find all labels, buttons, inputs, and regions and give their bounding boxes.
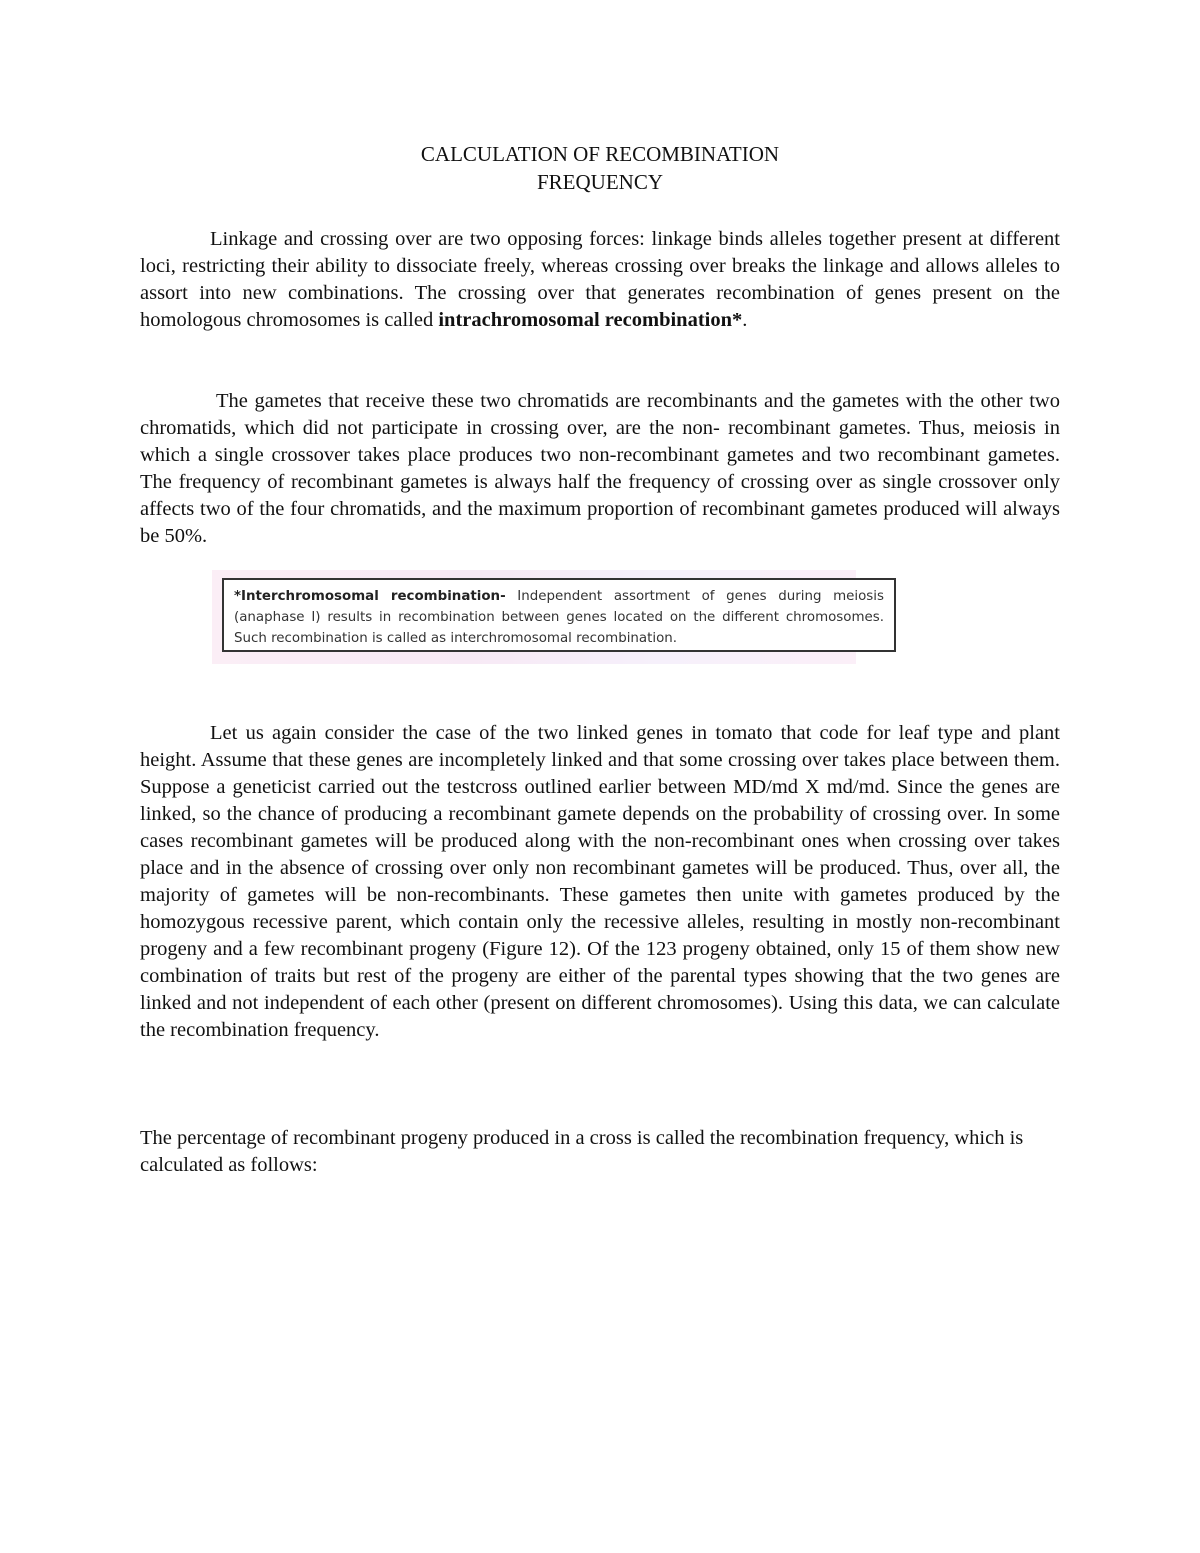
title-line-2: FREQUENCY [536,170,663,194]
paragraph-linkage [140,226,1060,334]
intrachromosomal-term: intrachromosomal recombination* [438,309,743,331]
paragraph-tomato-example: Let us again consider the case of the two linked genes in tomato that code for leaf type and plant height. Assume that these genes are incompletely linked and that some crossing over takes place between them. Suppose a geneticist carried out the testcross outlined earlier between MD/md X md/md. Since the genes are linked, so the chance of producing a recombinant gamete depends on the probability of crossing over. In some cases recombinant gametes will be produced along with the non-recombinant ones when crossing over takes place and in the absence of crossing over only non recombinant gametes will be produced. Thus, over all, the majority of gametes will be non-recombinants. These gametes then unite with gametes produced by the homozygous recessive parent, which contain only the recessive alleles, resulting in mostly non-recombinant progeny and a few recombinant progeny (Figure 12). Of the 123 progeny obtained, only 15 of them show new combination of traits but rest of the progeny are either of the parental types showing that the two genes are linked and not independent of each other (present on different chromosomes). Using this data, we can calculate the recombination frequency. [140,722,1060,1041]
title-line-1: CALCULATION OF RECOMBINATION [420,142,780,166]
interchromosomal-note-text: Independent assortment of genes during meiosis (anaphase I) results in recombination between genes located on the different chromosomes. Such recombination is called as interchromosomal recombination. [234,589,884,646]
interchromosomal-note-box [222,578,896,652]
paragraph-recombination-frequency: The percentage of recombinant progeny produced in a cross is called the recombination frequency, which is calculated as follows: [140,1127,1024,1176]
paragraph-linkage-text: Linkage and crossing over are two opposing forces: linkage binds alleles together present at different loci, restricting their ability to dissociate freely, whereas crossing over breaks the linkage and allows alleles to assort into new combinations. The crossing over that generates recombination of genes present on the homologous chromosomes is called [140,228,1060,331]
paragraph-gametes: The gametes that receive these two chromatids are recombinants and the gametes with the other two chromatids, which did not participate in crossing over, are the non- recombinant gametes. Thus, meiosis in which a single crossover takes place produces two non-recombinant gametes and two recombinant gametes. The frequency of recombinant gametes is always half the frequency of crossing over as single crossover only affects two of the four chromatids, and the maximum proportion of recombinant gametes produced will always be 50%. [140,390,1060,547]
paragraph-linkage-end: . [742,309,748,331]
interchromosomal-term: *Interchromosomal recombination- [234,589,506,604]
page-title [0,140,1200,196]
